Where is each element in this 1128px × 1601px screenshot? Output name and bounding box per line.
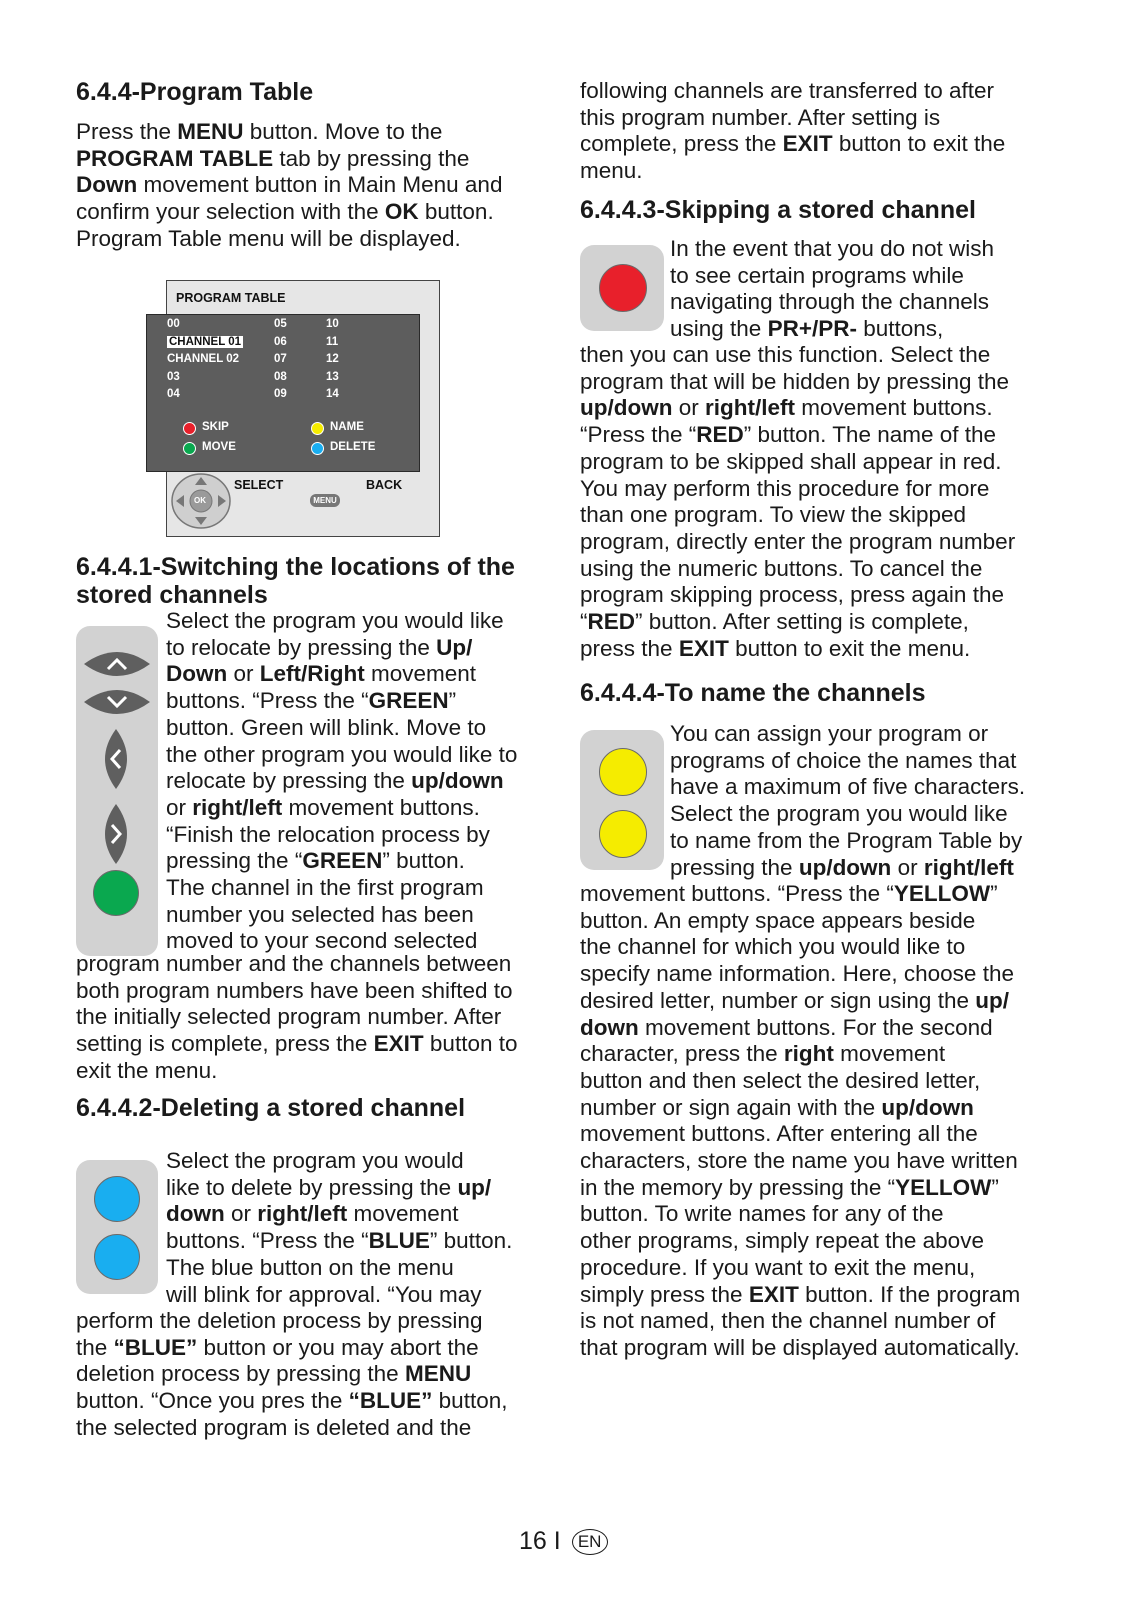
text-line: program that will be hidden by pressing the <box>580 368 1009 394</box>
program-table-screen-title: PROGRAM TABLE <box>176 291 286 305</box>
section-title-naming: 6.4.4.4-To name the channels <box>580 679 926 707</box>
text-line: both program numbers have been shifted to <box>76 977 513 1003</box>
text-line: program, directly enter the program number <box>580 528 1016 554</box>
text-line: The channel in the first program <box>166 875 484 901</box>
text-line: than one program. To view the skipped <box>580 502 967 528</box>
text-line: pressing the “GREEN” button. <box>166 848 465 874</box>
text-line: press the EXIT button to exit the menu. <box>580 635 971 661</box>
text-line: deletion process by pressing the MENU <box>76 1361 472 1387</box>
text-line: button. “Once you pres the “BLUE” button, <box>76 1388 508 1414</box>
program-table-cell: 09 <box>274 388 287 400</box>
program-table-cell: 05 <box>274 318 287 330</box>
text-line: that program will be displayed automatically. <box>580 1334 1020 1360</box>
text-line: programs of choice the names that <box>670 747 1017 773</box>
green-button-icon <box>93 870 139 916</box>
text-line: “RED” button. After setting is complete, <box>580 609 969 635</box>
down-arrow-button-icon <box>80 684 154 720</box>
text-line: the initially selected program number. After <box>76 1004 502 1030</box>
text-line: button. Green will blink. Move to <box>166 714 487 740</box>
text-line: pressing the up/down or right/left <box>670 854 1014 880</box>
text-line: Press the MENU button. Move to the <box>76 119 443 144</box>
text-line: like to delete by pressing the up/ <box>166 1174 492 1200</box>
section-title-switching: 6.4.4.1-Switching the locations of the stored channels <box>76 553 515 609</box>
text-line: down or right/left movement <box>166 1201 459 1227</box>
text-line: the channel for which you would like to <box>580 934 966 960</box>
text-line: Select the program you would like <box>670 801 1008 827</box>
text-line: will blink for approval. “You may <box>166 1281 482 1307</box>
text-line: following channels are transferred to after <box>580 78 994 103</box>
skipping-text <box>670 236 994 343</box>
deleting-text-end <box>580 78 1005 185</box>
text-line: program number and the channels between <box>76 951 512 976</box>
language-badge: EN <box>572 1529 608 1555</box>
text-line: button and then select the desired letter, <box>580 1067 981 1093</box>
text-line: program skipping process, press again the <box>580 582 1004 608</box>
text-line: You can assign your program or <box>670 721 989 746</box>
skipping-text-continued <box>580 342 1015 662</box>
text-line: perform the deletion process by pressing <box>76 1308 483 1333</box>
text-line: other programs, simply repeat the above <box>580 1228 984 1254</box>
text-line: complete, press the EXIT button to exit the <box>580 131 1006 157</box>
text-line: movement buttons. “Press the “YELLOW” <box>580 881 998 906</box>
deleting-text <box>166 1148 512 1308</box>
text-line: character, press the right movement <box>580 1041 946 1067</box>
blue-remote-panel <box>76 1160 158 1294</box>
text-line: “Finish the relocation process by <box>166 821 490 847</box>
blue-dot-icon <box>311 442 324 455</box>
red-button-icon <box>599 264 647 312</box>
program-table-cell: 06 <box>274 335 287 348</box>
text-line: confirm your selection with the OK button. <box>76 199 494 225</box>
ok-button-label: OK <box>194 496 206 505</box>
select-label: SELECT <box>234 478 284 492</box>
text-line: the “BLUE” button or you may abort the <box>76 1334 479 1360</box>
text-line: number or sign again with the up/down <box>580 1094 974 1120</box>
text-line: relocate by pressing the up/down <box>166 768 504 794</box>
text-line: Down movement button in Main Menu and <box>76 172 503 198</box>
switching-text <box>166 608 517 955</box>
yellow-remote-panel <box>580 730 664 870</box>
yellow-dot-icon <box>311 422 324 435</box>
text-line: exit the menu. <box>76 1057 218 1083</box>
naming-text-continued <box>580 881 1020 1362</box>
menu-button-icon: MENU <box>310 494 340 507</box>
program-table-cell: 04 <box>167 388 180 400</box>
text-line: navigating through the channels <box>670 289 989 315</box>
text-line: button. An empty space appears beside <box>580 907 976 933</box>
red-remote-panel <box>580 245 664 331</box>
blue-button-icon <box>94 1176 140 1222</box>
text-line: using the PR+/PR- buttons, <box>670 316 944 342</box>
text-line: then you can use this function. Select the <box>580 342 991 367</box>
yellow-button-icon <box>599 810 647 858</box>
text-line: characters, store the name you have written <box>580 1148 1018 1174</box>
text-line: PROGRAM TABLE tab by pressing the <box>76 145 470 171</box>
text-line: In the event that you do not wish <box>670 236 994 261</box>
text-line: Program Table menu will be displayed. <box>76 225 461 251</box>
program-table-cell: 12 <box>326 353 339 365</box>
text-line: to relocate by pressing the Up/ <box>166 634 473 660</box>
program-table-cell: 08 <box>274 370 287 383</box>
up-arrow-button-icon <box>80 646 154 682</box>
program-table-intro <box>76 119 502 253</box>
name-label: NAME <box>330 421 364 433</box>
text-line: the other program you would like to <box>166 741 518 767</box>
move-label: MOVE <box>202 441 236 453</box>
text-line: buttons. “Press the “BLUE” button. <box>166 1228 513 1254</box>
navigation-remote-panel <box>76 626 158 956</box>
section-title-deleting: 6.4.4.2-Deleting a stored channel <box>76 1094 466 1122</box>
text-line: the selected program is deleted and the <box>76 1414 472 1440</box>
right-arrow-button-icon <box>94 801 138 867</box>
text-line: this program number. After setting is <box>580 104 941 130</box>
text-line: to name from the Program Table by <box>670 827 1023 853</box>
program-table-cell: 14 <box>326 388 339 400</box>
text-line: buttons. “Press the “GREEN” <box>166 688 457 714</box>
skip-label: SKIP <box>202 421 229 433</box>
text-line: specify name information. Here, choose the <box>580 961 1014 987</box>
text-line: menu. <box>580 158 643 184</box>
text-line: using the numeric buttons. To cancel the <box>580 555 983 581</box>
yellow-button-icon <box>599 748 647 796</box>
program-table-cell: 00 <box>167 318 180 330</box>
red-dot-icon <box>183 422 196 435</box>
text-line: simply press the EXIT button. If the program <box>580 1281 1021 1307</box>
page-footer <box>519 1527 608 1556</box>
text-line: in the memory by pressing the “YELLOW” <box>580 1174 999 1200</box>
text-line: “Press the “RED” button. The name of the <box>580 422 997 448</box>
program-table-cell: 07 <box>274 353 287 365</box>
deleting-text-continued <box>76 1308 507 1442</box>
text-line: moved to your second selected <box>166 928 478 954</box>
program-table-cell: 11 <box>326 335 339 348</box>
text-line: program to be skipped shall appear in red. <box>580 448 1002 474</box>
text-line: to see certain programs while <box>670 262 964 288</box>
page-number: 16 I <box>519 1527 561 1555</box>
text-line: procedure. If you want to exit the menu, <box>580 1254 976 1280</box>
section-title-program-table: 6.4.4-Program Table <box>76 78 314 106</box>
delete-label: DELETE <box>330 441 376 453</box>
text-line: have a maximum of five characters. <box>670 774 1026 800</box>
text-line: Select the program you would like <box>166 608 504 633</box>
program-table-cell: CHANNEL 01 <box>169 335 241 348</box>
text-line: up/down or right/left movement buttons. <box>580 395 993 421</box>
text-line: number you selected has been <box>166 901 474 927</box>
text-line: The blue button on the menu <box>166 1254 454 1280</box>
text-line: You may perform this procedure for more <box>580 475 990 501</box>
program-table-cell: CHANNEL 02 <box>167 353 239 365</box>
text-line: Down or Left/Right movement <box>166 661 477 687</box>
program-table-cell: 03 <box>167 370 180 383</box>
text-line: down movement buttons. For the second <box>580 1014 993 1040</box>
left-arrow-button-icon <box>94 726 138 792</box>
program-table-cell: 13 <box>326 370 339 383</box>
naming-text <box>670 721 1025 881</box>
text-line: button. To write names for any of the <box>580 1201 944 1227</box>
text-line: desired letter, number or sign using the up/ <box>580 987 1009 1013</box>
green-dot-icon <box>183 442 196 455</box>
text-line: movement buttons. After entering all the <box>580 1121 978 1147</box>
switching-text-continued <box>76 951 518 1085</box>
text-line: or right/left movement buttons. <box>166 794 480 820</box>
section-title-skipping: 6.4.4.3-Skipping a stored channel <box>580 196 976 224</box>
blue-button-icon <box>94 1234 140 1280</box>
back-label: BACK <box>366 478 403 492</box>
text-line: is not named, then the channel number of <box>580 1308 996 1334</box>
text-line: Select the program you would <box>166 1148 464 1173</box>
text-line: setting is complete, press the EXIT button to <box>76 1031 518 1057</box>
program-table-cell: 10 <box>326 318 339 330</box>
